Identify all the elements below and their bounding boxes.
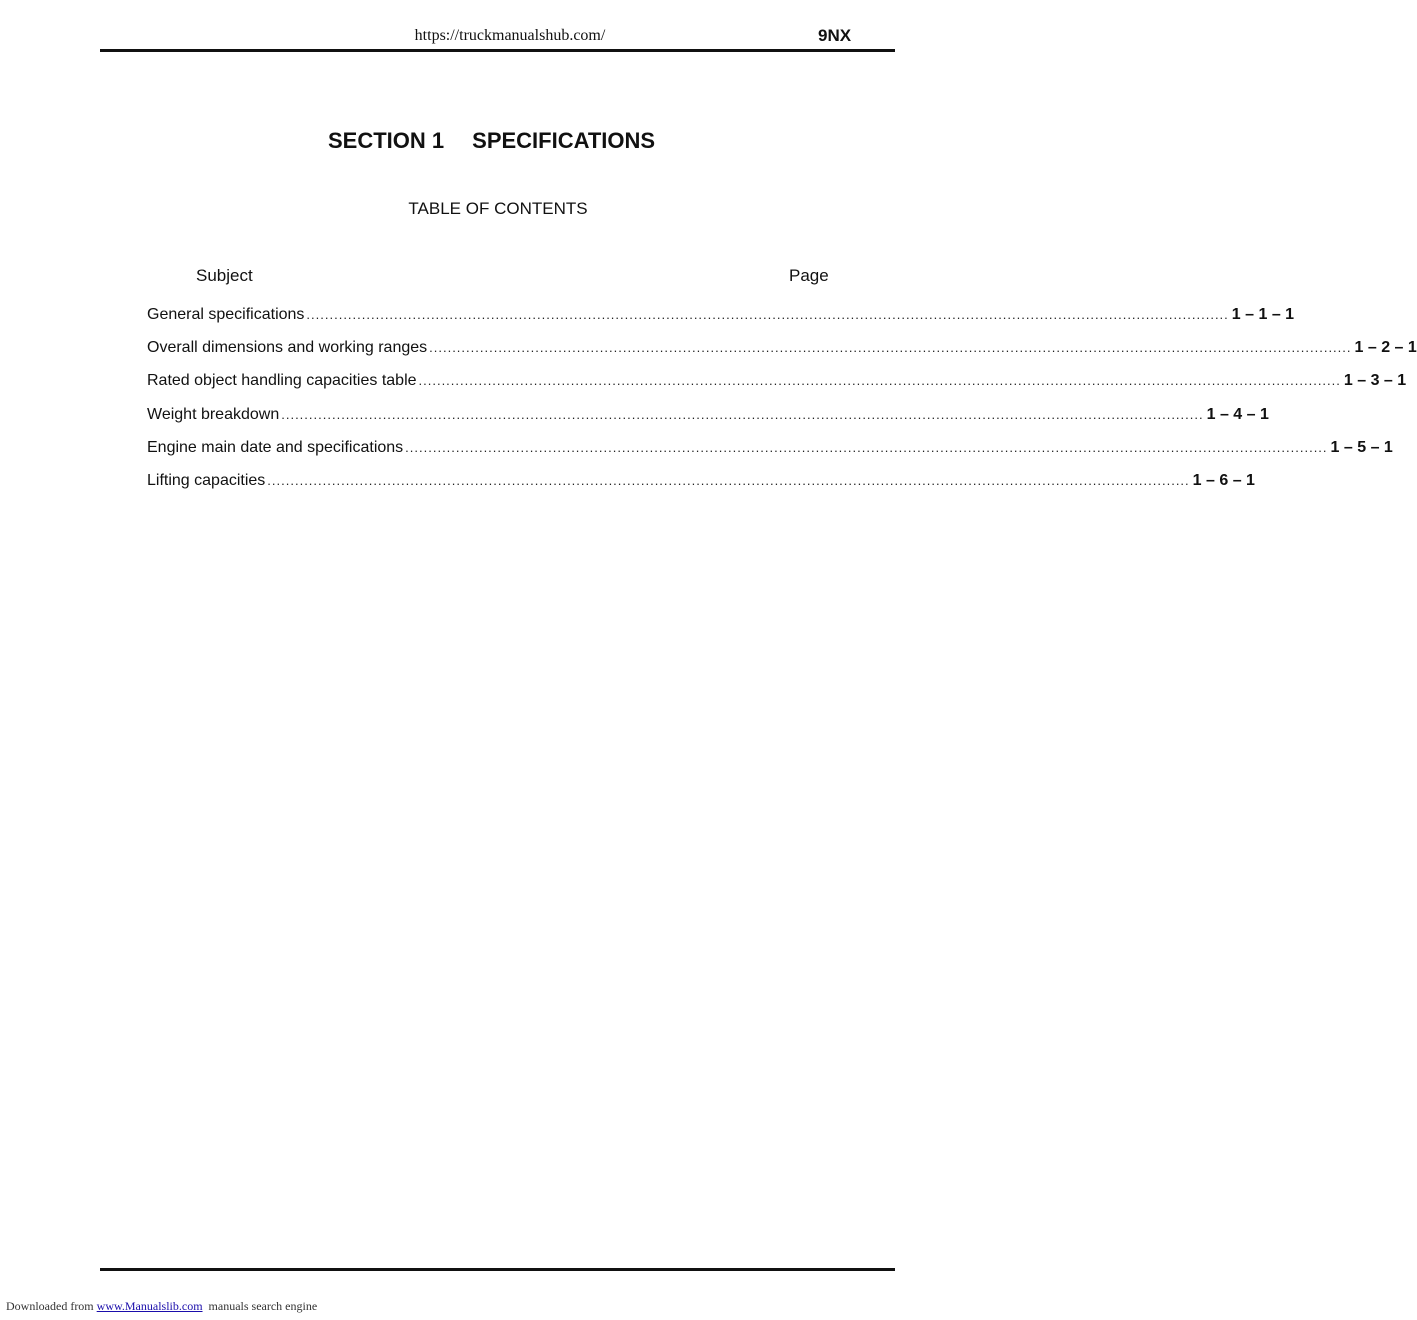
section-title (328, 128, 655, 154)
toc-entry-label: General specifications (147, 306, 305, 323)
footer-prefix: Downloaded from (6, 1299, 94, 1313)
header-rule (100, 49, 895, 52)
toc-entry-label: Weight breakdown (147, 405, 280, 423)
toc-entry-label: Rated object handling capacities table (147, 372, 417, 390)
toc-leader-dots: ........................................................................................................................................................................................................ (306, 307, 1229, 322)
toc-entry (147, 438, 1393, 472)
toc-entry (147, 339, 1417, 372)
toc-entry-page: 1 – 2 – 1 (1354, 339, 1417, 357)
toc-list (147, 306, 1417, 505)
footer-rule (100, 1268, 895, 1271)
toc-entry-page: 1 – 6 – 1 (1192, 471, 1255, 489)
toc-title: TABLE OF CONTENTS (408, 199, 588, 218)
section-number: SECTION 1 (328, 128, 445, 153)
toc-entry-label: Lifting capacities (147, 471, 266, 489)
toc-entry-label: Overall dimensions and working ranges (147, 339, 428, 357)
toc-leader-dots: ........................................................................................................................................................................................................ (429, 340, 1352, 356)
toc-entry-page: 1 – 1 – 1 (1231, 306, 1295, 323)
toc-subject-header: Subject (196, 266, 253, 285)
section-name: SPECIFICATIONS (472, 128, 656, 153)
footer-suffix: manuals search engine (208, 1299, 318, 1313)
footer-note (6, 1299, 317, 1314)
toc-entry-page: 1 – 5 – 1 (1330, 438, 1393, 456)
toc-leader-dots: ........................................................................................................................................................................................................ (267, 472, 1190, 488)
toc-leader-dots: ........................................................................................................................................................................................................ (405, 439, 1328, 455)
toc-entry (147, 471, 1255, 505)
manualslib-link[interactable]: www.Manualslib.com (96, 1299, 203, 1313)
toc-entry-page: 1 – 4 – 1 (1206, 405, 1269, 423)
toc-entry (147, 405, 1269, 439)
toc-entry (147, 372, 1407, 405)
toc-leader-dots: ........................................................................................................................................................................................................ (281, 406, 1204, 422)
toc-entry-page: 1 – 3 – 1 (1343, 372, 1407, 390)
toc-page-header: Page (789, 266, 829, 285)
header-model-code: 9NX (818, 26, 852, 45)
toc-entry-label: Engine main date and specifications (147, 438, 404, 456)
toc-entry (147, 306, 1295, 339)
header-url: https://truckmanualshub.com/ (414, 27, 606, 44)
toc-leader-dots: ........................................................................................................................................................................................................ (418, 373, 1341, 389)
